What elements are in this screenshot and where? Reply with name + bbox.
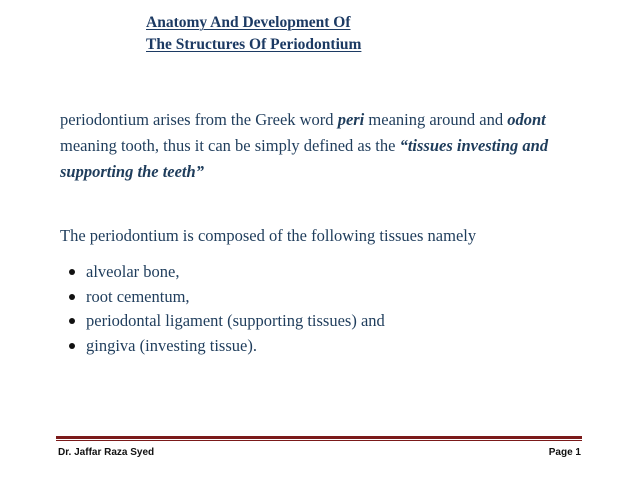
intro-text-2: meaning around and xyxy=(364,110,508,129)
tissue-list xyxy=(66,260,385,358)
footer-rule-thin xyxy=(56,440,582,441)
definition-quote: “tissues investing and supporting the teeth” xyxy=(60,136,549,181)
list-item-text: root cementum, xyxy=(86,286,190,306)
footer-author: Dr. Jaffar Raza Syed xyxy=(58,447,155,458)
footer-rule-thick xyxy=(56,436,582,439)
bullet-icon xyxy=(69,269,75,275)
list-item xyxy=(66,260,385,285)
footer-page-number: Page 1 xyxy=(548,447,581,458)
term-peri: peri xyxy=(337,110,365,129)
list-item-text: gingiva (investing tissue). xyxy=(86,335,257,355)
intro-paragraph xyxy=(60,107,580,185)
list-item xyxy=(66,285,385,310)
intro-text-1: periodontium arises from the Greek word xyxy=(60,110,338,129)
composition-lead: The periodontium is composed of the following tissues namely xyxy=(60,226,477,245)
bullet-icon xyxy=(69,294,75,300)
bullet-icon xyxy=(69,318,75,324)
list-item xyxy=(66,309,385,334)
list-item-text: periodontal ligament (supporting tissues) and xyxy=(86,311,385,330)
document-title xyxy=(146,12,361,56)
bullet-icon xyxy=(69,343,75,349)
term-odont: odont xyxy=(507,110,546,129)
list-item xyxy=(66,334,385,359)
intro-text-3: meaning tooth, thus it can be simply defined as the xyxy=(60,136,400,155)
title-line-1: Anatomy And Development Of xyxy=(146,14,351,31)
title-line-2: The Structures Of Periodontium xyxy=(146,36,362,53)
list-item-text: alveolar bone, xyxy=(86,262,180,281)
